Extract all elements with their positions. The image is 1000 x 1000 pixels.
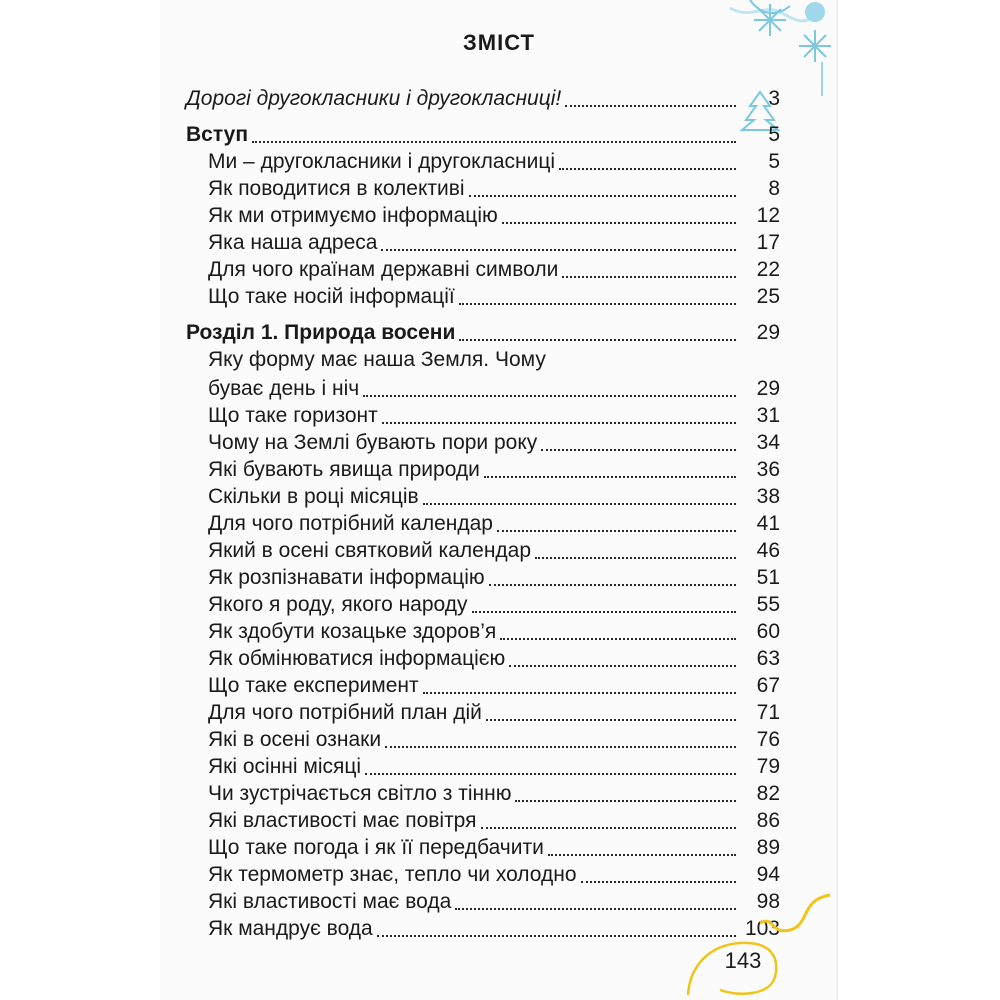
toc-entry-page: 76 xyxy=(756,728,780,751)
toc-entry-page: 25 xyxy=(756,285,780,308)
toc-entry-page: 71 xyxy=(756,701,780,724)
toc-entry-label: Як обмінюватися інформацією xyxy=(208,647,506,670)
toc-entry-page: 67 xyxy=(756,674,780,697)
toc-entry-label: Як здобути козацьке здоров’я xyxy=(208,620,497,643)
toc-entry[interactable] xyxy=(208,833,780,861)
toc-entry[interactable] xyxy=(208,644,780,672)
toc-entry[interactable] xyxy=(208,228,780,256)
toc-entry-label: Для чого потрібний календар xyxy=(208,512,493,535)
toc-entry[interactable] xyxy=(208,282,780,310)
toc-entry[interactable] xyxy=(208,482,780,510)
toc-entry[interactable] xyxy=(208,779,780,807)
toc-entry-page: 8 xyxy=(768,177,780,200)
toc-entry-label: Якого я роду, якого народу xyxy=(208,593,468,616)
toc-entry-page: 5 xyxy=(768,150,780,173)
toc-section-page: 5 xyxy=(768,123,780,146)
toc-heading: ЗМІСТ xyxy=(463,30,535,55)
toc-entry-label: Скільки в році місяців xyxy=(208,485,419,508)
toc-entry-label: Які властивості має вода xyxy=(208,890,452,913)
leader-dots xyxy=(459,339,736,341)
leader-dots xyxy=(562,276,736,278)
toc-entry[interactable] xyxy=(208,698,780,726)
leader-dots xyxy=(497,530,736,532)
toc-intro-page: 3 xyxy=(768,87,780,110)
toc-entry-label: Що таке погода і як її передбачити xyxy=(208,836,544,859)
toc-entry-page: 94 xyxy=(756,863,780,886)
leader-dots xyxy=(472,611,736,613)
toc-entry[interactable] xyxy=(208,374,780,402)
toc-entry[interactable] xyxy=(208,617,780,645)
leader-dots xyxy=(459,303,736,305)
leader-dots xyxy=(481,827,737,829)
leader-dots xyxy=(252,141,736,143)
leader-dots xyxy=(385,746,736,748)
leader-dots xyxy=(423,503,736,505)
toc-entry-page: 86 xyxy=(756,809,780,832)
leader-dots xyxy=(363,395,736,397)
leader-dots xyxy=(500,638,736,640)
toc-entry-page: 46 xyxy=(756,539,780,562)
toc-entry-first-line[interactable]: Яку форму має наша Земля. Чому xyxy=(208,348,546,371)
toc-entry-page: 31 xyxy=(756,404,780,427)
leader-dots xyxy=(535,557,736,559)
toc-entry-label: Як розпізнавати інформацію xyxy=(208,566,485,589)
leader-dots xyxy=(469,195,736,197)
leader-dots xyxy=(382,422,736,424)
toc-entry-page: 82 xyxy=(756,782,780,805)
toc-section-page: 29 xyxy=(756,321,780,344)
toc-entry[interactable] xyxy=(208,752,780,780)
toc-entry-label: Ми – другокласники і другокласниці xyxy=(208,150,556,173)
toc-entry-label: Для чого країнам державні символи xyxy=(208,258,559,281)
toc-entry[interactable] xyxy=(208,401,780,429)
toc-entry-page: 36 xyxy=(756,458,780,481)
leader-dots xyxy=(381,249,736,251)
toc-entry-page: 17 xyxy=(756,231,780,254)
toc-entry[interactable] xyxy=(208,536,780,564)
leader-dots xyxy=(515,800,736,802)
leader-dots xyxy=(548,854,736,856)
toc-entry-label: Що таке горизонт xyxy=(208,404,378,427)
toc-entry-page: 55 xyxy=(756,593,780,616)
toc-entry-label: Як ми отримуємо інформацію xyxy=(208,204,498,227)
toc-entry-label: Чому на Землі бувають пори року xyxy=(208,431,538,454)
toc-entry-page: 12 xyxy=(756,204,780,227)
toc-entry-page: 38 xyxy=(756,485,780,508)
toc-entry-page: 63 xyxy=(756,647,780,670)
leader-dots xyxy=(559,168,736,170)
toc-entry-page: 51 xyxy=(756,566,780,589)
toc-entry-label: Як мандрує вода xyxy=(208,917,373,940)
toc-entry[interactable] xyxy=(208,590,780,618)
toc-entry[interactable] xyxy=(208,201,780,229)
toc-entry-label: Які властивості має повітря xyxy=(208,809,477,832)
toc-intro[interactable] xyxy=(186,84,780,112)
toc-entry[interactable] xyxy=(208,806,780,834)
toc-entry[interactable] xyxy=(208,428,780,456)
toc-entry-label: Як поводитися в колективі xyxy=(208,177,465,200)
leader-dots xyxy=(484,476,736,478)
toc-entry[interactable] xyxy=(208,671,780,699)
toc-section-intro[interactable] xyxy=(186,120,780,148)
page-sheet xyxy=(160,0,838,1000)
toc-entry-page: 34 xyxy=(756,431,780,454)
leader-dots xyxy=(541,449,736,451)
toc-entry[interactable] xyxy=(208,860,780,888)
toc-entry-page: 89 xyxy=(756,836,780,859)
leader-dots xyxy=(486,719,736,721)
toc-entry[interactable] xyxy=(208,509,780,537)
toc-entry-label: Який в осені святковий календар xyxy=(208,539,532,562)
toc-section-title: Розділ 1. Природа восени xyxy=(186,321,456,344)
toc-entry-label: Які бувають явища природи xyxy=(208,458,480,481)
leader-dots xyxy=(502,222,736,224)
toc-entry[interactable] xyxy=(208,563,780,591)
table-of-contents xyxy=(160,0,838,1000)
leader-dots xyxy=(509,665,736,667)
toc-entry[interactable] xyxy=(208,455,780,483)
toc-entry-page: 60 xyxy=(756,620,780,643)
toc-entry-label: Які осінні місяці xyxy=(208,755,362,778)
toc-entry[interactable] xyxy=(208,147,780,175)
toc-entry-label: Для чого потрібний план дій xyxy=(208,701,482,724)
toc-entry-label: Яка наша адреса xyxy=(208,231,378,254)
toc-entry-label: Що таке носій інформації xyxy=(208,285,455,308)
toc-section-autumn[interactable] xyxy=(186,318,780,346)
toc-entry[interactable] xyxy=(208,255,780,283)
leader-dots xyxy=(489,584,736,586)
toc-entry[interactable] xyxy=(208,725,780,753)
toc-entry-label: Які в осені ознаки xyxy=(208,728,382,751)
toc-entry-page: 41 xyxy=(756,512,780,535)
toc-entry-page: 22 xyxy=(756,258,780,281)
toc-entry-label: Як термометр знає, тепло чи холодно xyxy=(208,863,577,886)
toc-intro-label: Дорогі другокласники і другокласниці! xyxy=(186,87,562,110)
leader-dots xyxy=(365,773,736,775)
toc-entry-label: буває день і ніч xyxy=(208,377,360,400)
toc-entry-page: 103 xyxy=(744,917,780,940)
toc-entry-page: 79 xyxy=(756,755,780,778)
leader-dots xyxy=(581,881,736,883)
toc-entry-label: Чи зустрічається світло з тінню xyxy=(208,782,512,805)
toc-entry[interactable] xyxy=(208,174,780,202)
toc-section-title: Вступ xyxy=(186,123,249,146)
leader-dots xyxy=(423,692,736,694)
leader-dots xyxy=(565,105,736,107)
toc-entry-label: Що таке експеримент xyxy=(208,674,419,697)
toc-entry-page: 29 xyxy=(756,377,780,400)
page-number: 143 xyxy=(724,948,762,973)
toc-entry-page: 98 xyxy=(756,890,780,913)
